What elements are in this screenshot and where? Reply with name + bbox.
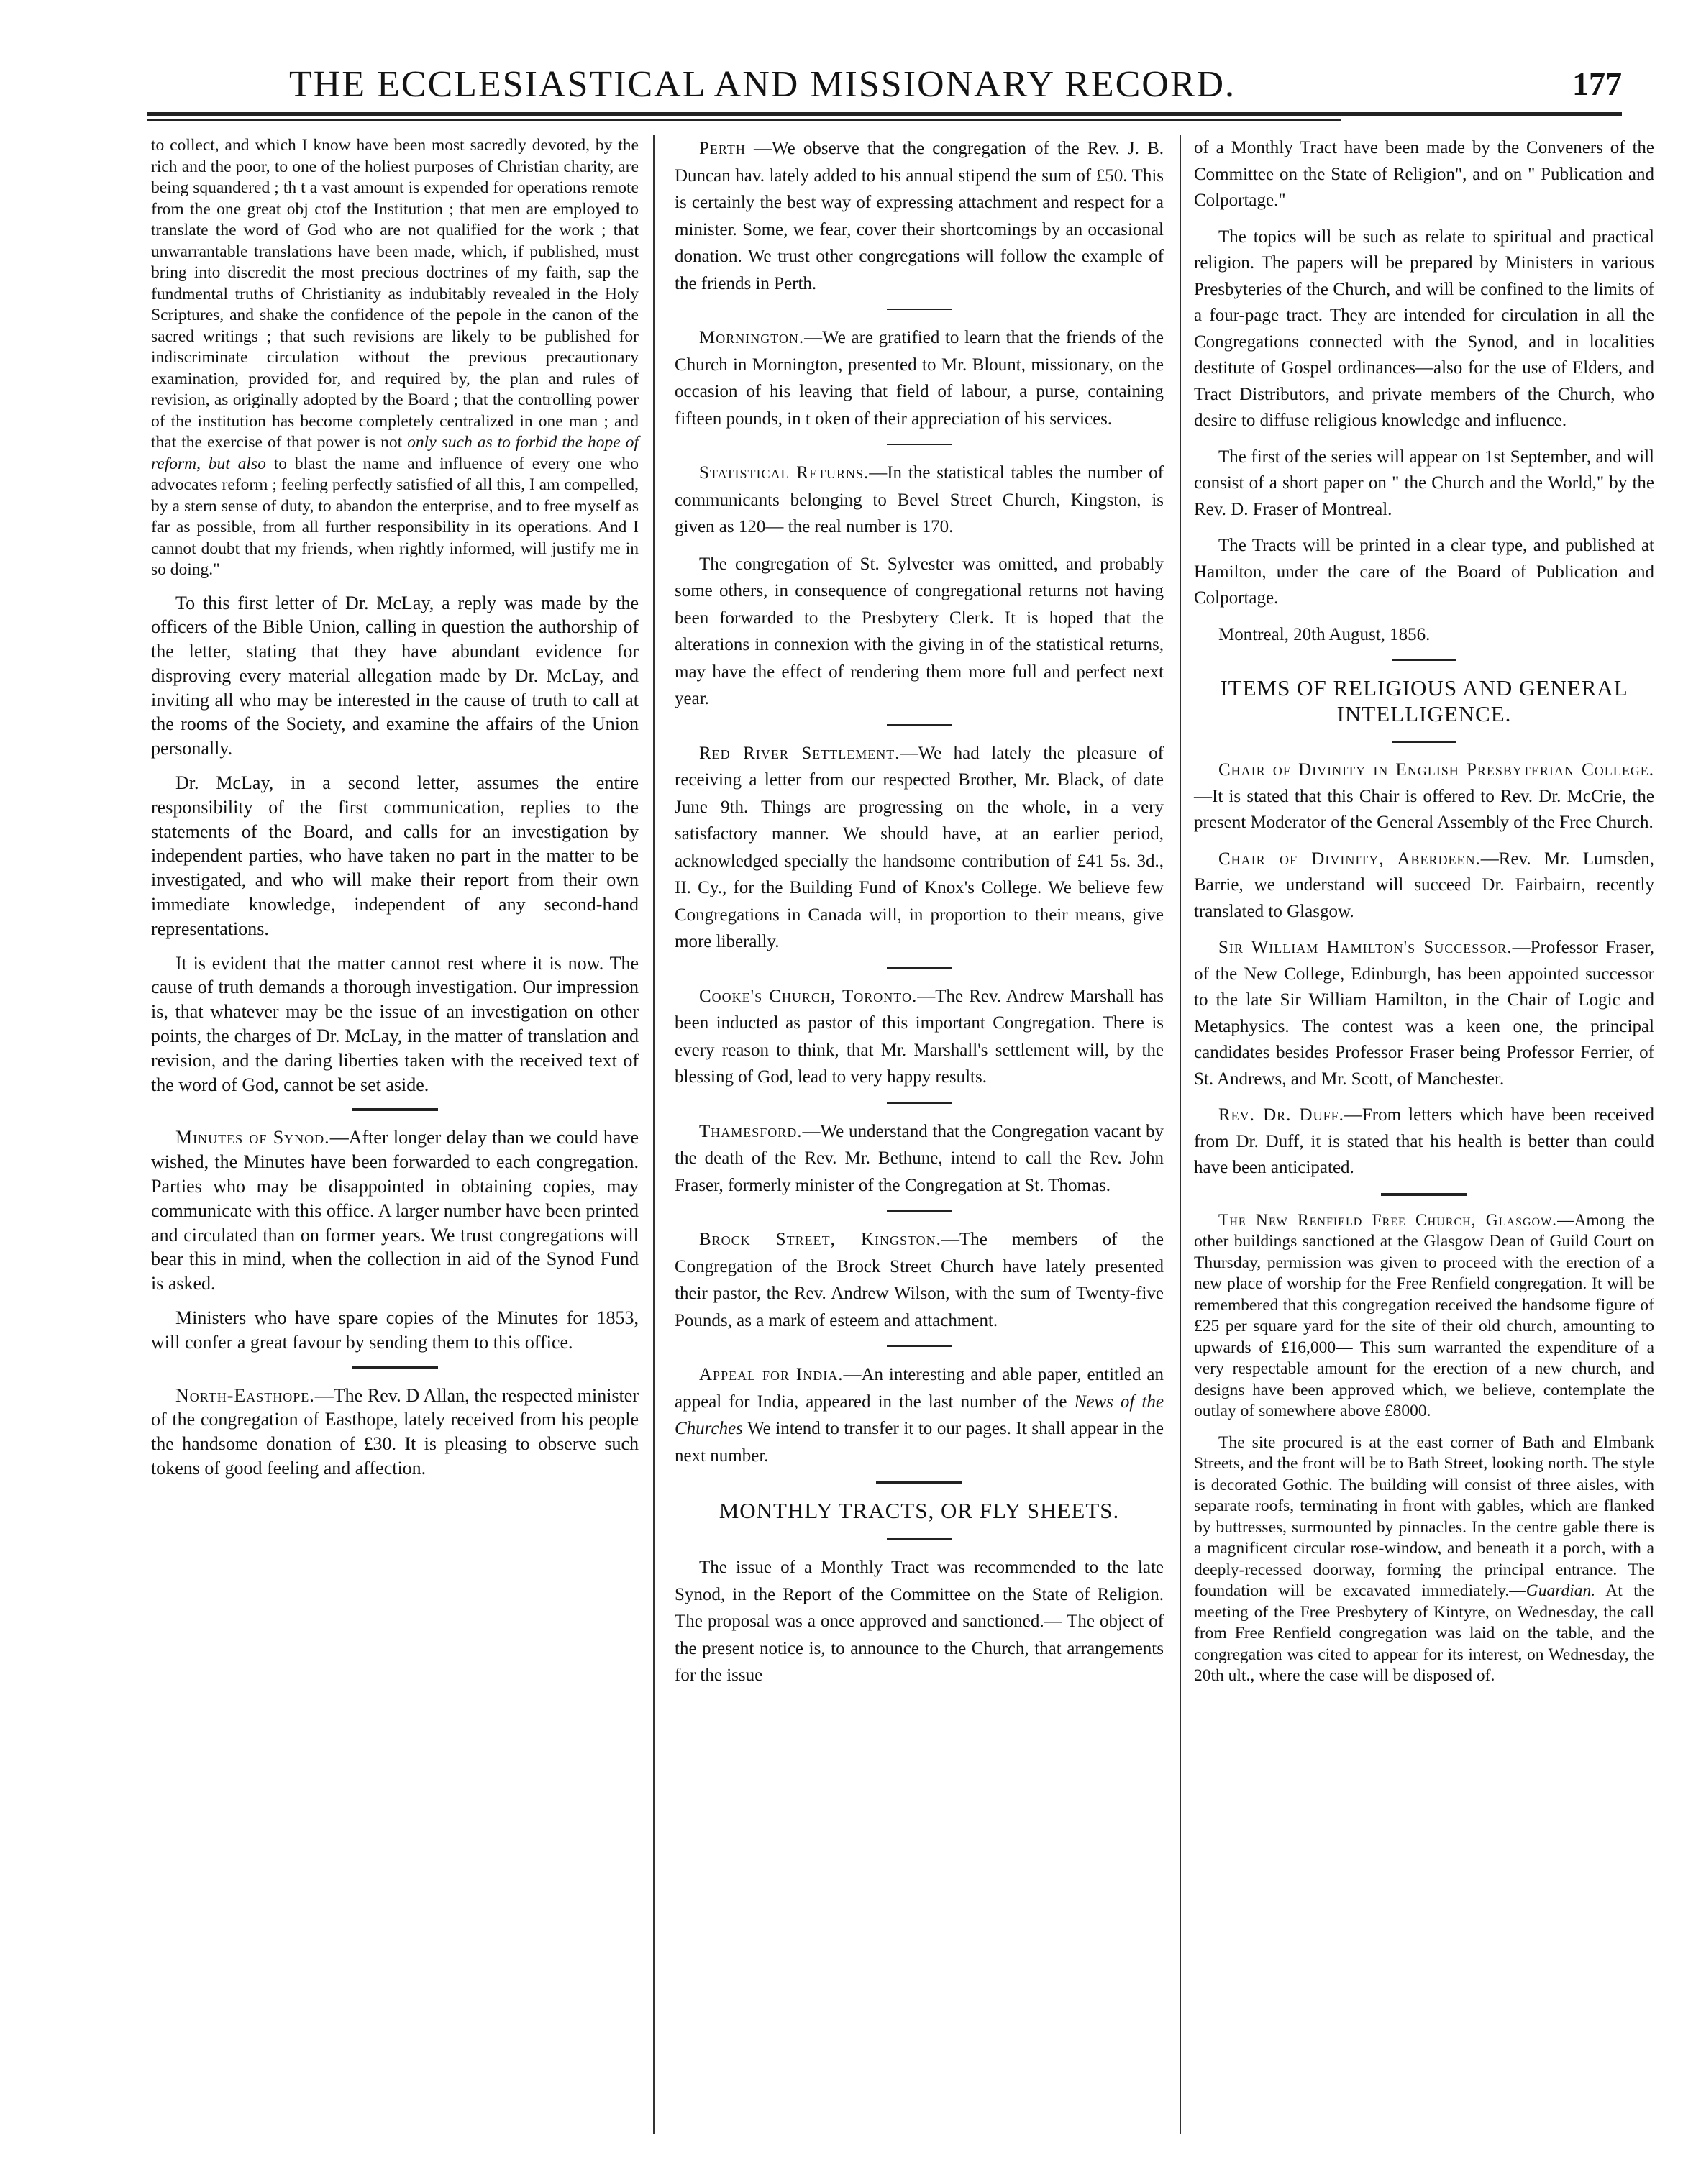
column-3 [1194, 135, 1654, 1697]
article-heading: Red River Settlement. [699, 743, 900, 763]
article-minutes: Minutes of Synod.—After longer delay than we could have wished, the Minutes have been forwarded to each congregation. Parties who may be disappointed in obtaining copies, may communicate with this office. A larger number have been printed and circulated than on former years. We trust congregations will bear this in mind, when the collection in aid of the Synod Fund is asked. [151, 1127, 639, 1294]
dateline: Montreal, 20th August, 1856. [1218, 624, 1431, 644]
section-separator [352, 1108, 438, 1111]
article-heading: Brock Street, Kingston. [699, 1230, 941, 1249]
article-perth: Perth —We observe that the congregation of the Rev. J. B. Duncan hav. lately added to his annual stipend the sum of £50. This is certainly the best way of expressing attachment and respect for a minister. Some, we fear, cover their shortcomings by an occasional donation. We trust other congregations will follow the example of the friends in Perth. [675, 139, 1164, 293]
section-separator [876, 1481, 962, 1484]
paragraph: It is evident that the matter cannot rest where it is now. The cause of truth demands a thorough investigation. Our impression is, that whatever may be the issue of an investigation on other points, the charges of Dr. McLay, in the matter of translation and revision, and the daring liberties taken with the received text of the word of God, cannot be set aside. [151, 952, 639, 1095]
article-heading: Minutes of Synod. [175, 1127, 330, 1148]
section-separator [887, 1538, 952, 1540]
section-separator [1381, 1193, 1467, 1196]
source-credit: Guardian. [1526, 1581, 1596, 1600]
article-heading: Thamesford. [699, 1121, 803, 1141]
header-rule-thin [147, 119, 1341, 121]
article-statistical-returns: Statistical Returns.—In the statistical tables the number of communicants belonging to Bevel Street Church, Kingston, is given as 120— the real number is 170. [675, 463, 1164, 536]
article-hamilton-successor: Sir William Hamilton's Successor.—Professor Fraser, of the New College, Edinburgh, has been appointed successor to the late Sir William Hamilton, in the Chair of Logic and Metaphysics. The contest was a keen one, the principal candidates besides Professor Fraser being Professor Ferrier, of St. Andrews, and Mr. Scott, of Manchester. [1194, 938, 1654, 1089]
article-chair-english: Chair of Divinity in English Presbyterian College.—It is stated that this Chair is offered to Rev. Dr. McCrie, the present Moderator of the General Assembly of the Free Church. [1194, 760, 1654, 832]
article-north-easthope: North-Easthope.—The Rev. D Allan, the respected minister of the congregation of Easthope, lately received from his people the handsome donation of £30. It is pleasing to observe such tokens of good feeling and affection. [151, 1384, 639, 1479]
paragraph: The congregation of St. Sylvester was omitted, and probably some others, in consequence of congregational returns not having been forwarded to the Presbytery Clerk. It is hoped that the alterations in connexion with the giving in of the statistical returns, may have the effect of rendering them more full and perfect next year. [675, 554, 1164, 708]
column-divider [1180, 135, 1181, 2134]
article-appeal-india: Appeal for India.—An interesting and able paper, entitled an appeal for India, appeared in the last number of the News of the Churches We intend to transfer it to our pages. It shall appear in the next number. [675, 1365, 1164, 1466]
section-separator [1392, 659, 1456, 661]
section-separator [887, 1102, 952, 1104]
section-separator [887, 309, 952, 310]
article-brock-street: Brock Street, Kingston.—The members of the Congregation of the Brock Street Church have lately presented their pastor, the Rev. Andrew Wilson, with the sum of Twenty-five Pounds, as a mark of esteem and attachment. [675, 1230, 1164, 1330]
paragraph: The first of the series will appear on 1st September, and will consist of a short paper on " the Church and the World," by the Rev. D. Fraser of Montreal. [1194, 447, 1654, 519]
publication-title: News of the Churches [675, 1392, 1164, 1438]
article-mornington: Mornington.—We are gratified to learn that the friends of the Church in Mornington, presented to Mr. Blount, missionary, on the occasion of his leaving that field of labour, a purse, containing fifteen pounds, in t oken of their appreciation of his services. [675, 328, 1164, 429]
section-separator [887, 1345, 952, 1347]
article-heading: Rev. Dr. Duff. [1218, 1105, 1344, 1125]
page-number: 177 [1572, 65, 1622, 102]
column-1 [151, 135, 639, 1491]
section-separator [352, 1366, 438, 1369]
section-heading-items: ITEMS OF RELIGIOUS AND GENERAL INTELLIGENCE. [1220, 675, 1628, 726]
journal-title: THE ECCLESIASTICAL AND MISSIONARY RECORD. [288, 64, 1236, 105]
quote-emphasis: only such as to forbid the hope of reform, but also [151, 433, 639, 473]
section-heading-monthly-tracts: MONTHLY TRACTS, OR FLY SHEETS. [719, 1498, 1120, 1523]
article-heading: Chair of Divinity in English Presbyterian College. [1218, 760, 1654, 780]
paragraph: Dr. McLay, in a second letter, assumes the entire responsibility of the first communication, replies to the statements of the Board, and calls for an investigation by independent parties, who have taken no part in the matter to be investigated, and who will make their report from their own immediate knowledge, independent of any second-hand representations. [151, 772, 639, 939]
paragraph: The topics will be such as relate to spiritual and practical religion. The papers will be prepared by Ministers in various Presbyteries of the Church, and will be confined to the limits of a four-page tract. They are intended for circulation in all the Congregations connected with the Synod, and in localities destitute of Gospel ordinances—also for the use of Elders, and Tract Distributors, and private members of the Church, who desire to diffuse religious knowledge and influence. [1194, 227, 1654, 430]
section-separator [887, 1210, 952, 1212]
column-divider [653, 135, 655, 2134]
section-separator [887, 967, 952, 969]
article-heading: The New Renfield Free Church, Glasgow. [1218, 1210, 1558, 1230]
paragraph: of a Monthly Tract have been made by the Conveners of the Committee on the State of Religion", and on " Publication and Colportage." [1194, 138, 1654, 210]
article-heading: Appeal for India. [699, 1365, 844, 1384]
column-2 [675, 135, 1164, 1699]
article-heading: Mornington. [699, 328, 805, 347]
letter-quote: to collect, and which I know have been most sacredly devoted, by the rich and the poor, to one of the holiest purposes of Christian charity, are being squandered ; th t a vast amount is expended for operations remote from the one great obj ctof the Institution ; that men are employed to translate the word of God who are not qualified for the work ; that unwarrantable translations have been made, which, if published, must bring into discredit the most precious doctrines of my faith, sap the fundmental truths of Christianity as indubitably revealed in the Holy Scriptures, and shake the confidence of the pepole in the canon of the sacred writings ; that such revisions are likely to be published for indiscriminate circulation without the previous precautionary examination, provided for, and required by, the plan and rules of revision, as originally adopted by the Board ; that the controlling power of the institution has become completely centralized in one man ; and that the exercise of that power is not only such as to forbid the hope of reform, but also to blast the name and influence of every one who advocates reform ; feeling perfectly satisfied of all this, I am compelled, by a stern sense of duty, to abandon the enterprise, and to free myself as far as possible, from all further responsibility in its operations. And I cannot doubt that my friends, when rightly informed, will justify me in so doing." [151, 136, 639, 579]
article-thamesford: Thamesford.—We understand that the Congregation vacant by the death of the Rev. Mr. Bethune, intend to call the Rev. John Fraser, formerly minister of the Congregation at St. Thomas. [675, 1121, 1164, 1195]
article-heading: Statistical Returns. [699, 463, 870, 483]
section-separator [887, 444, 952, 445]
paragraph: The issue of a Monthly Tract was recommended to the late Synod, in the Report of the Committee on the State of Religion. The proposal was a once approved and sanctioned.— The object of the present notice is, to announce to the Church, that arrangements for the issue [675, 1558, 1164, 1685]
article-renfield: The New Renfield Free Church, Glasgow.—Among the other buildings sanctioned at the Glasgow Dean of Guild Court on Thursday, permission was given to proceed with the erection of a new place of worship for the Free Renfield congregation. It will be remembered that this congregation received the handsome figure of £25 per square yard for the site of their old church, amounting to upwards of £16,000— This sum warranted the expenditure of a very respectable amount for the erection of a new church, and designs have been approved which, we believe, contemplate the outlay of somewhere above £8000. The site procured is at the east corner of Bath and Elmbank Streets, and the front will be to Bath Street, looking north. The style is decorated Gothic. The building will consist of three aisles, with separate roofs, terminating in front with gables, which are flanked by buttresses, surmounted by pinnacles. In the centre gable there is a magnificent circular rose-window, and beneath it a porch, with a deeply-recessed doorway, forming the principal entrance. The foundation will be excavated immediately.—Guardian. At the meeting of the Free Presbytery of Kintyre, on Wednesday, the call from Free Renfield congregation was laid on the table, and the congregation was cited to appear for its interest, on Wednesday, the 20th ult., where the case will be disposed of. [1194, 1210, 1654, 1685]
header-rule [147, 112, 1622, 116]
article-red-river: Red River Settlement.—We had lately the pleasure of receiving a letter from our respected Brother, Mr. Black, of date June 9th. Things are progressing on the whole, in a very satisfactory manner. We should have, at an earlier period, acknowledged specially the handsome contribution of £41 5s. 3d., II. Cy., for the Building Fund of Knox's College. We believe few Congregations in Canada will, in proportion to their means, give more liberally. [675, 743, 1164, 951]
article-dr-duff: Rev. Dr. Duff.—From letters which have been received from Dr. Duff, it is stated that his health is better than could have been anticipated. [1194, 1105, 1654, 1177]
article-heading: Sir William Hamilton's Successor. [1218, 938, 1513, 957]
article-chair-aberdeen: Chair of Divinity, Aberdeen.—Rev. Mr. Lumsden, Barrie, we understand will succeed Dr. Fairbairn, recently translated to Glasgow. [1194, 849, 1654, 921]
paragraph: The Tracts will be printed in a clear type, and published at Hamilton, under the care of the Board of Publication and Colportage. [1194, 536, 1654, 608]
paragraph: To this first letter of Dr. McLay, a reply was made by the officers of the Bible Union, calling in question the authorship of the letter, stating that they have abundant evidence for disproving every material allegation made by Dr. McLay, and inviting all who may be interested in the cause of truth to call at the rooms of the Society, and examine the affairs of the Union personally. [151, 592, 639, 759]
article-heading: Cooke's Church, Toronto. [699, 986, 918, 1006]
article-heading: Chair of Divinity, Aberdeen. [1218, 849, 1481, 869]
article-cookes-church: Cooke's Church, Toronto.—The Rev. Andrew Marshall has been inducted as pastor of this important Congregation. There is every reason to think, that Mr. Marshall's settlement will, by the blessing of God, lead to very happy results. [675, 986, 1164, 1087]
article-heading: Perth [699, 139, 746, 158]
section-separator [1392, 741, 1456, 743]
paragraph: Ministers who have spare copies of the Minutes for 1853, will confer a great favour by sending them to this office. [151, 1307, 639, 1353]
article-heading: North-Easthope. [175, 1384, 315, 1406]
section-separator [887, 724, 952, 726]
